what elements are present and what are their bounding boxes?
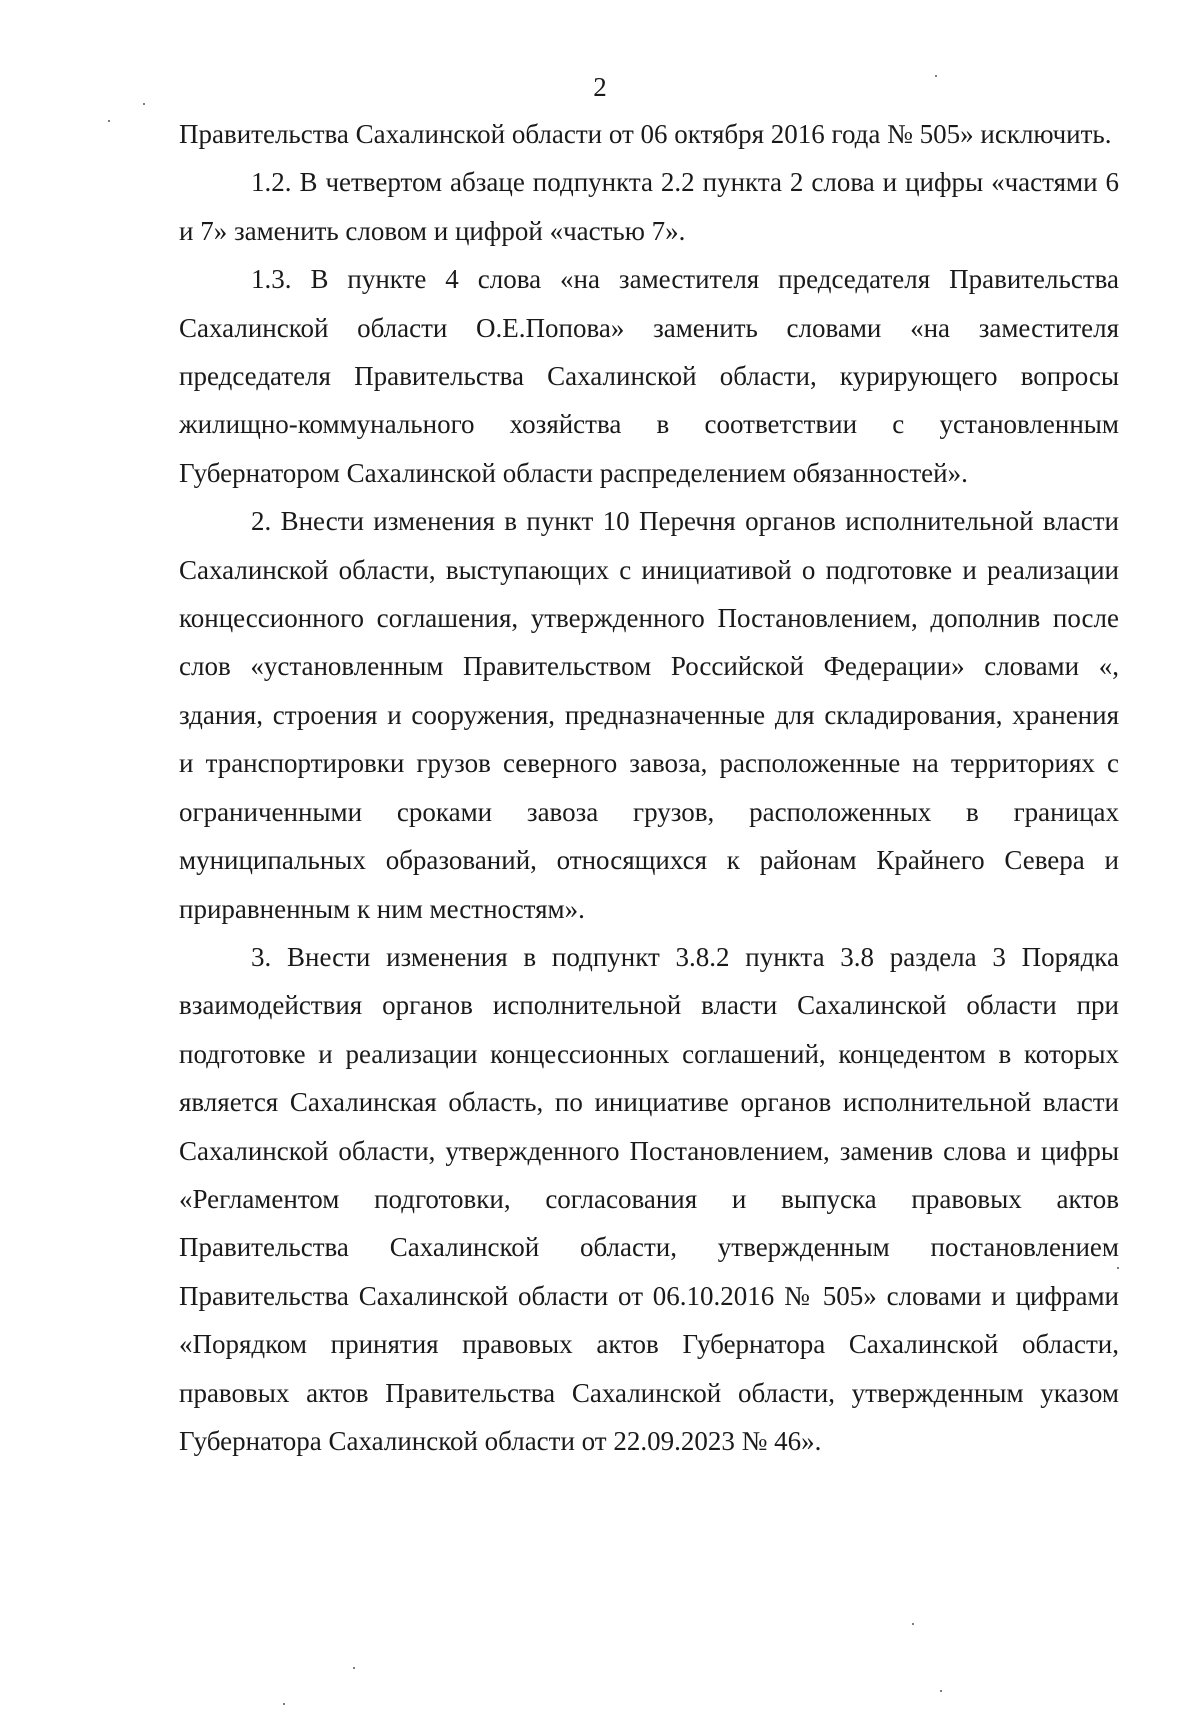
scan-speck xyxy=(108,120,110,122)
scan-speck xyxy=(143,103,145,105)
scan-speck xyxy=(353,1667,355,1669)
paragraph-item-2: 2. Внести изменения в пункт 10 Перечня органов исполнительной власти Сахалинской области, выступающих с инициативой о подготовке и реализации концессионного соглашения, утвержденного Постановлением, дополнив после слов «установленным Правительством Российской Федерации» словами «, здания, строения и сооружения, предназначенные для складирования, хранения и транспортировки грузов северного завоза, расположенные на территориях с ограниченными сроками завоза грузов, расположенных в границах муниципальных образований, относящихся к районам Крайнего Севера и приравненным к ним местностям». xyxy=(179,506,1119,924)
paragraph-continuation: Правительства Сахалинской области от 06 октября 2016 года № 505» исключить. xyxy=(179,119,1112,149)
paragraph-item-1-2: 1.2. В четвертом абзаце подпункта 2.2 пункта 2 слова и цифры «частями 6 и 7» заменить словом и цифрой «частью 7». xyxy=(179,167,1119,246)
scan-speck xyxy=(1117,1267,1119,1269)
paragraph-item-3: 3. Внести изменения в подпункт 3.8.2 пункта 3.8 раздела 3 Порядка взаимодействия органов исполнительной власти Сахалинской области при подготовке и реализации концессионных соглашений, концедентом в которых является Сахалинская область, по инициативе органов исполнительной власти Сахалинской области, утвержденного Постановлением, заменив слова и цифры «Регламентом подготовки, согласования и выпуска правовых актов Правительства Сахалинской области, утвержденным постановлением Правительства Сахалинской области от 06.10.2016 № 505» словами и цифрами «Порядком принятия правовых актов Губернатора Сахалинской области, правовых актов Правительства Сахалинской области, утвержденным указом Губернатора Сахалинской области от 22.09.2023 № 46». xyxy=(179,941,1119,1456)
paragraph-item-1-3: 1.3. В пункте 4 слова «на заместителя председателя Правительства Сахалинской области О.Е.Попова» заменить словами «на заместителя председателя Правительства Сахалинской области, курирующего вопросы жилищно-коммунального хозяйства в соответствии с установленным Губернатором Сахалинской области распределением обязанностей». xyxy=(179,264,1119,488)
scan-speck xyxy=(935,75,937,77)
scan-speck xyxy=(912,1623,914,1625)
page-number: 2 xyxy=(593,72,607,102)
scan-speck xyxy=(283,1703,285,1705)
scan-speck xyxy=(940,1690,942,1692)
document-body xyxy=(179,110,1119,1465)
